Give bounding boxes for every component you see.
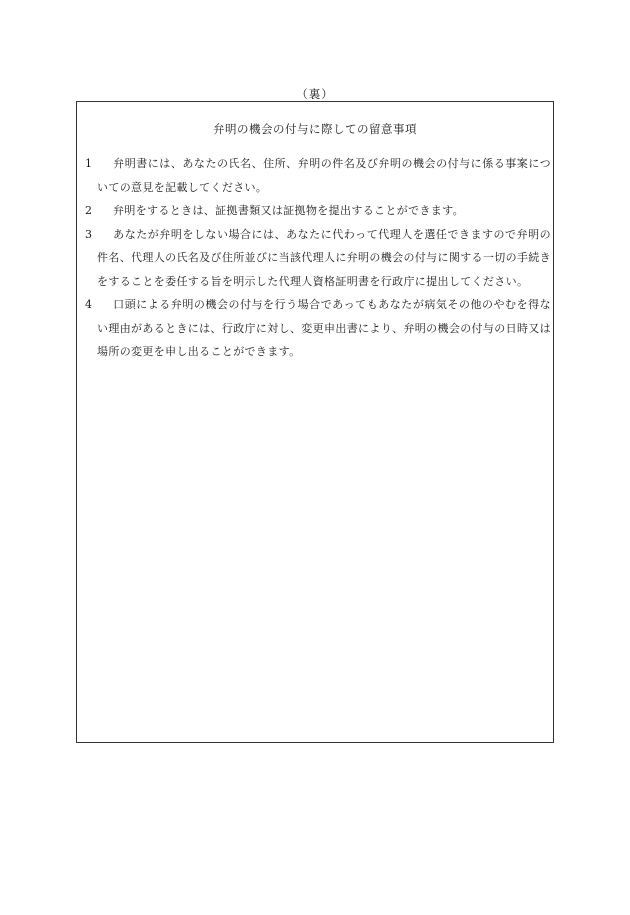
note-number: 4 xyxy=(85,298,93,311)
note-text: 弁明をするときは、証拠書類又は証拠物を提出することができます。 xyxy=(113,204,464,217)
note-text: 口頭による弁明の機会の付与を行う場合であってもあなたが病気その他のやむを得ない理由があるときには、行政庁に対し、変更申出書により、弁明の機会の付与の日時又は場所の変更を申し出ることができます。 xyxy=(97,298,551,358)
notes-form-box xyxy=(76,101,554,743)
note-number: 2 xyxy=(85,204,93,217)
note-number: 3 xyxy=(85,227,93,241)
note-item xyxy=(85,223,551,294)
note-text: 弁明書には、あなたの氏名、住所、弁明の件名及び弁明の機会の付与に係る事案についての意見を記載してください。 xyxy=(97,157,551,194)
note-text: あなたが弁明をしない場合には、あなたに代わって代理人を選任できますので弁明の件名、代理人の氏名及び住所並びに当該代理人に弁明の機会の付与に関する一切の手続きをすることを委任する旨を明示した代理人資格証明書を行政庁に提出してください。 xyxy=(97,227,551,288)
notes-list xyxy=(85,152,551,364)
note-item xyxy=(85,152,551,199)
note-item xyxy=(85,199,551,223)
page-side-label: （裏） xyxy=(296,87,334,101)
note-number: 1 xyxy=(85,157,93,170)
note-item xyxy=(85,293,551,364)
form-title: 弁明の機会の付与に際しての留意事項 xyxy=(213,122,417,136)
